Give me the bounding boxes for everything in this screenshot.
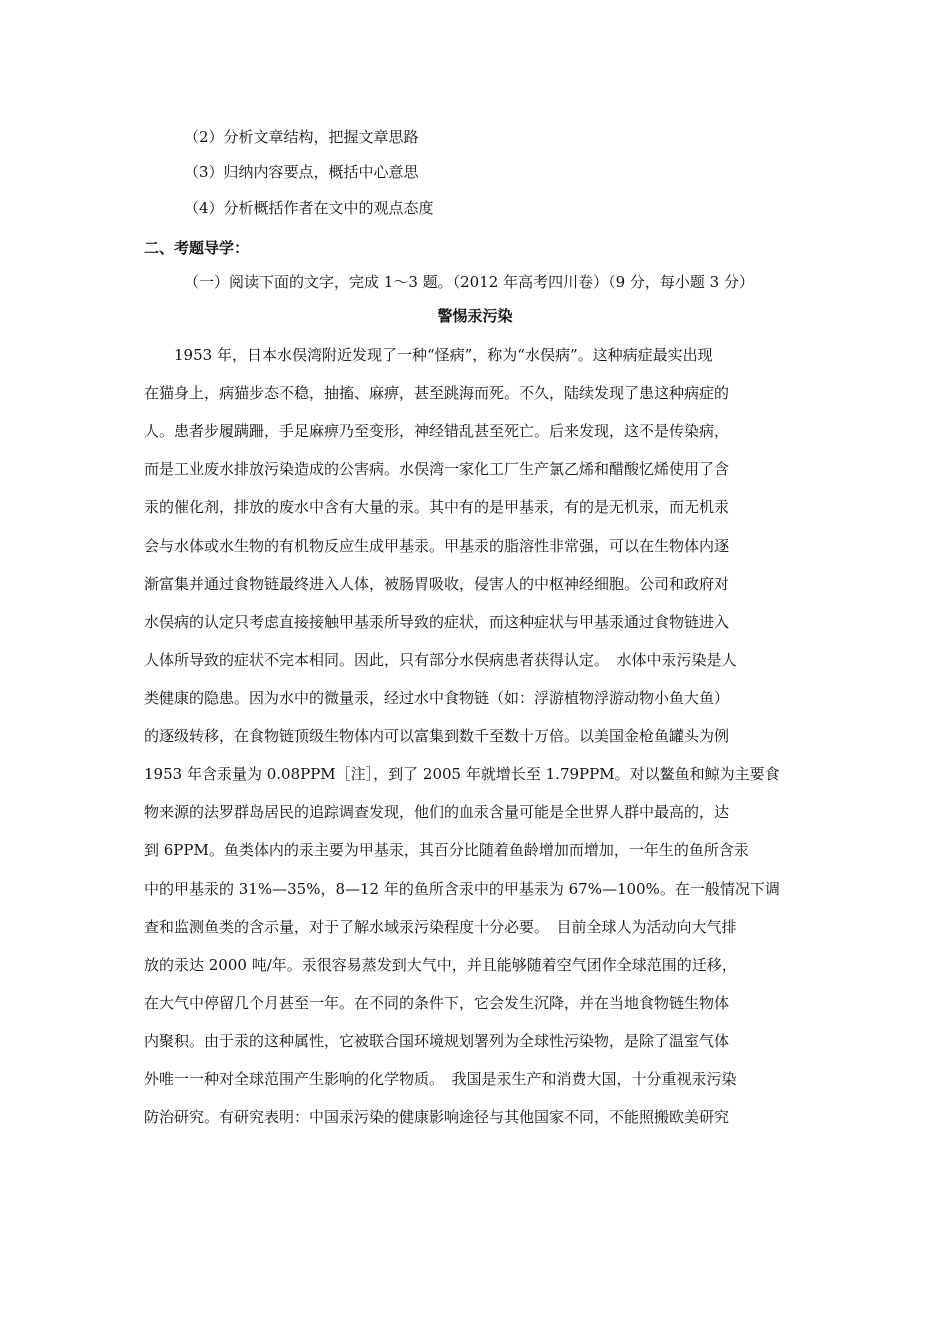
section-heading: 二、考题导学： bbox=[144, 239, 250, 257]
article-line: 会与水体或水生物的有机物反应生成甲基汞。甲基汞的脂溶性非常强，可以在生物体内逐 bbox=[144, 537, 730, 555]
article-line: 类健康的隐患。因为水中的微量汞，经过水中食物链（如：浮游植物浮游动物小鱼大鱼） bbox=[144, 689, 730, 707]
article-line: 1953 年含汞量为 0.08PPM［注］，到了 2005 年就增长至 1.79PPM。对以鳌鱼和鲸为主要食 bbox=[144, 765, 780, 783]
article-line: 在大气中停留几个月甚至一年。在不同的条件下，它会发生沉降，并在当地食物链生物体 bbox=[144, 994, 730, 1012]
article-line: 查和监测鱼类的含示量，对于了解水域汞污染程度十分必要。 目前全球人为活动向大气排 bbox=[144, 918, 737, 936]
article-line: 1953 年，日本水俣湾附近发现了一种“怪病”，称为“水俣病”。这种病症最实出现 bbox=[144, 346, 713, 364]
article-line: 的逐级转移，在食物链顶级生物体内可以富集到数千至数十万倍。以美国金枪鱼罐头为例 bbox=[144, 727, 730, 745]
article-title: 警惕汞污染 bbox=[437, 307, 513, 325]
objective-item-4: （4）分析概括作者在文中的观点态度 bbox=[184, 199, 434, 217]
objective-item-2: （2）分析文章结构，把握文章思路 bbox=[184, 128, 419, 146]
article-line: 水俣病的认定只考虑直接接触甲基汞所导致的症状，而这种症状与甲基汞通过食物链进入 bbox=[144, 613, 730, 631]
article-line: 放的汞达 2000 吨/年。汞很容易蒸发到大气中，并且能够随着空气团作全球范围的迁移， bbox=[144, 956, 737, 974]
article-line: 人。患者步履蹒跚，手足麻痹乃至变形，神经错乱甚至死亡。后来发现，这不是传染病， bbox=[144, 422, 730, 440]
objective-item-3: （3）归纳内容要点，概括中心意思 bbox=[184, 163, 419, 181]
article-line: 人体所导致的症状不完本相同。因此，只有部分水俣病患者获得认定。 水体中汞污染是人 bbox=[144, 651, 737, 669]
article-line: 在猫身上，病猫步态不稳，抽搐、麻痹，甚至跳海而死。不久，陆续发现了患这种病症的 bbox=[144, 384, 730, 402]
article-line: 防治研究。有研究表明：中国汞污染的健康影响途径与其他国家不同，不能照搬欧美研究 bbox=[144, 1108, 730, 1126]
article-line: 外唯一一种对全球范围产生影响的化学物质。 我国是汞生产和消费大国，十分重视汞污染 bbox=[144, 1070, 737, 1088]
article-line: 物来源的法罗群岛居民的追踪调查发现，他们的血汞含量可能是全世界人群中最高的，达 bbox=[144, 803, 730, 821]
article-line: 汞的催化剂，排放的废水中含有大量的汞。其中有的是甲基汞，有的是无机汞，而无机汞 bbox=[144, 498, 730, 516]
article-line: 渐富集并通过食物链最终进入人体，被肠胃吸收，侵害人的中枢神经细胞。公司和政府对 bbox=[144, 575, 730, 593]
question-intro: （一）阅读下面的文字，完成 1～3 题。（2012 年高考四川卷）（9 分，每小题 3 分） bbox=[184, 273, 754, 291]
article-line: 中的甲基汞的 31%—35%，8—12 年的鱼所含汞中的甲基汞为 67%—100%。在一般情况下调 bbox=[144, 880, 780, 898]
article-line: 内聚积。由于汞的这种属性，它被联合国环境规划署列为全球性污染物，是除了温室气体 bbox=[144, 1032, 730, 1050]
article-line: 而是工业废水排放污染造成的公害病。水俣湾一家化工厂生产氯乙烯和醋酸忆烯使用了含 bbox=[144, 460, 730, 478]
article-line: 到 6PPM。鱼类体内的汞主要为甲基汞，其百分比随着鱼龄增加而增加，一年生的鱼所含汞 bbox=[144, 841, 749, 859]
